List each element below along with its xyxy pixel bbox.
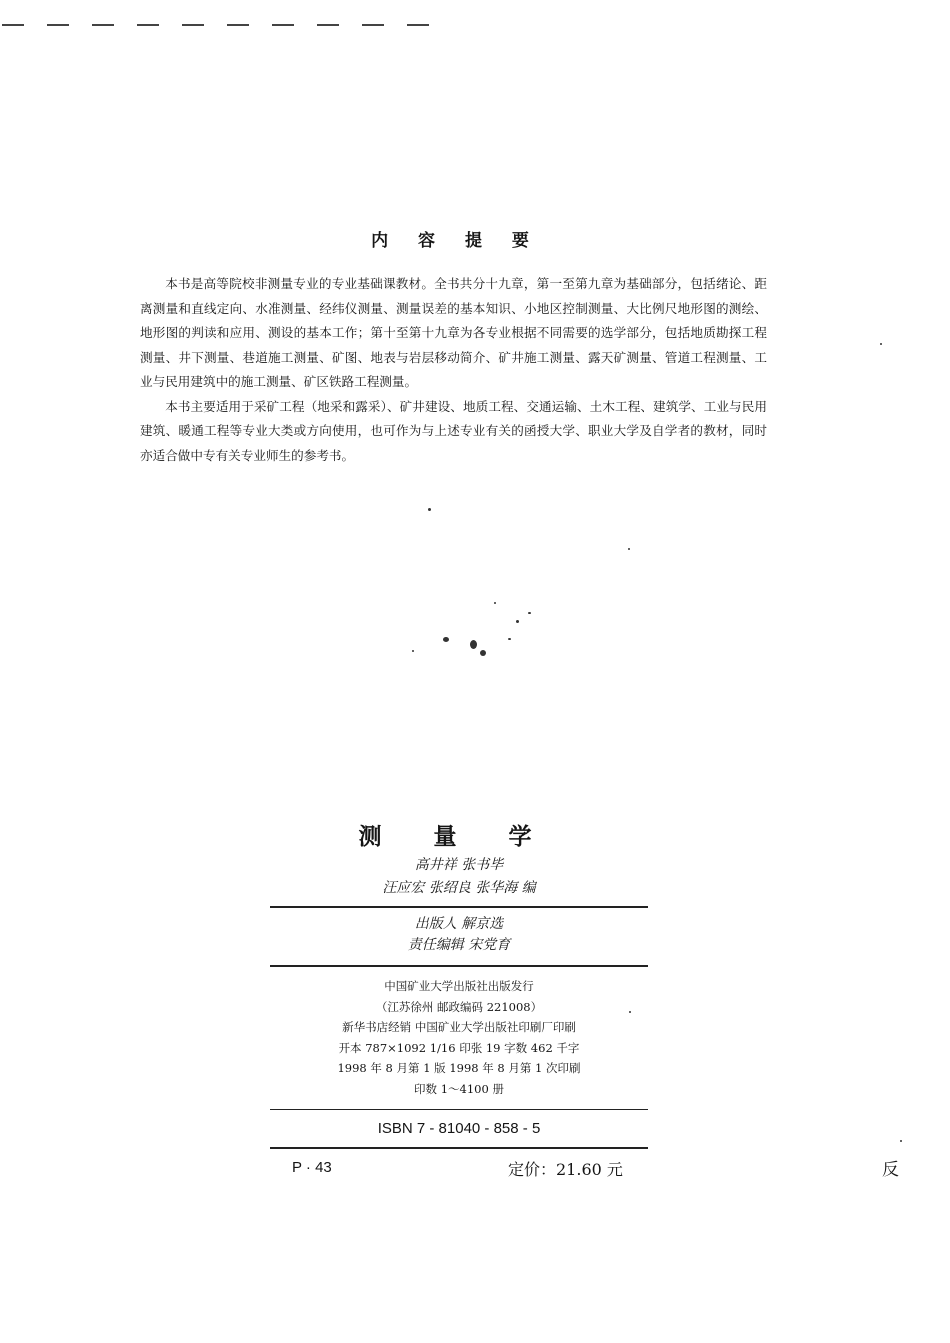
address-line: （江苏徐州 邮政编码 221008） bbox=[375, 999, 543, 1014]
dash-segment bbox=[227, 24, 249, 26]
price: 定价：21.60 元 bbox=[508, 1160, 623, 1179]
publisher-person: 出版人 解京选 bbox=[414, 916, 504, 932]
edition-line: 1998 年 8 月第 1 版 1998 年 8 月第 1 次印刷 bbox=[337, 1061, 581, 1075]
abstract-paragraph: 本书是高等院校非测量专业的专业基础课教材。全书共分十九章，第一至第九章为基础部分，包括绪论、距离测量和直线定向、水准测量、经纬仪测量、测量误差的基本知识、小地区控制测量、大比例尺地形图的测绘、地形图的判读和应用、测设的基本工作；第十至第十九章为各专业根据不同需要的选学部分，包括地质勘探工程测量、井下测量、巷道施工测量、矿图、地表与岩层移动简介、矿井施工测量、露天矿测量、管道工程测量、工业与民用建筑中的施工测量、矿区铁路工程测量。 bbox=[140, 276, 767, 389]
noise-speck bbox=[508, 638, 511, 640]
noise-speck bbox=[628, 548, 630, 550]
dash-segment bbox=[2, 24, 24, 26]
noise-speck bbox=[412, 650, 414, 652]
authors bbox=[270, 854, 648, 900]
dash-segment bbox=[137, 24, 159, 26]
noise-speck bbox=[516, 620, 519, 623]
distribution-line: 新华书店经销 中国矿业大学出版社印刷厂印刷 bbox=[342, 1020, 576, 1034]
publisher-line: 中国矿业大学出版社出版发行 bbox=[384, 979, 534, 993]
isbn: ISBN 7 - 81040 - 858 - 5 bbox=[377, 1120, 541, 1137]
publication-info bbox=[270, 976, 648, 1099]
dash-segment bbox=[47, 24, 69, 26]
dash-segment bbox=[407, 24, 429, 26]
dash-segment bbox=[182, 24, 204, 26]
abstract-body bbox=[140, 272, 767, 468]
format-line: 开本 787×1092 1/16 印张 19 字数 462 千字 bbox=[338, 1040, 580, 1055]
responsible-editor: 责任编辑 宋党育 bbox=[407, 937, 511, 953]
dash-segment bbox=[362, 24, 384, 26]
noise-speck bbox=[443, 637, 449, 642]
noise-speck bbox=[428, 508, 431, 511]
divider-rule bbox=[270, 965, 648, 967]
divider-rule bbox=[270, 906, 648, 908]
noise-speck bbox=[470, 640, 477, 649]
dash-segment bbox=[317, 24, 339, 26]
divider-rule bbox=[270, 1109, 648, 1110]
category-code: P · 43 bbox=[292, 1159, 332, 1176]
divider-rule bbox=[270, 1147, 648, 1149]
print-run-line: 印数 1～4100 册 bbox=[414, 1081, 504, 1096]
noise-speck bbox=[900, 1140, 902, 1142]
noise-speck bbox=[528, 612, 531, 614]
authors-line: 高井祥 张书毕 bbox=[414, 857, 504, 873]
noise-speck bbox=[480, 650, 486, 656]
credits bbox=[270, 914, 648, 956]
noise-speck bbox=[880, 343, 882, 345]
abstract-title: 内 容 提 要 bbox=[371, 231, 541, 251]
page-edge-mark: 反 bbox=[882, 1160, 899, 1180]
noise-speck bbox=[494, 602, 496, 604]
book-title: 测 量 学 bbox=[358, 824, 554, 850]
abstract-paragraph: 本书主要适用于采矿工程（地采和露采）、矿井建设、地质工程、交通运输、土木工程、建筑学、工业与民用建筑、暖通工程等专业大类或方向使用，也可作为与上述专业有关的函授大学、职业大学及自学者的教材，同时亦适合做中专有关专业师生的参考书。 bbox=[140, 398, 767, 463]
dash-segment bbox=[92, 24, 114, 26]
authors-line: 汪应宏 张绍良 张华海 编 bbox=[382, 880, 536, 896]
dash-segment bbox=[272, 24, 294, 26]
